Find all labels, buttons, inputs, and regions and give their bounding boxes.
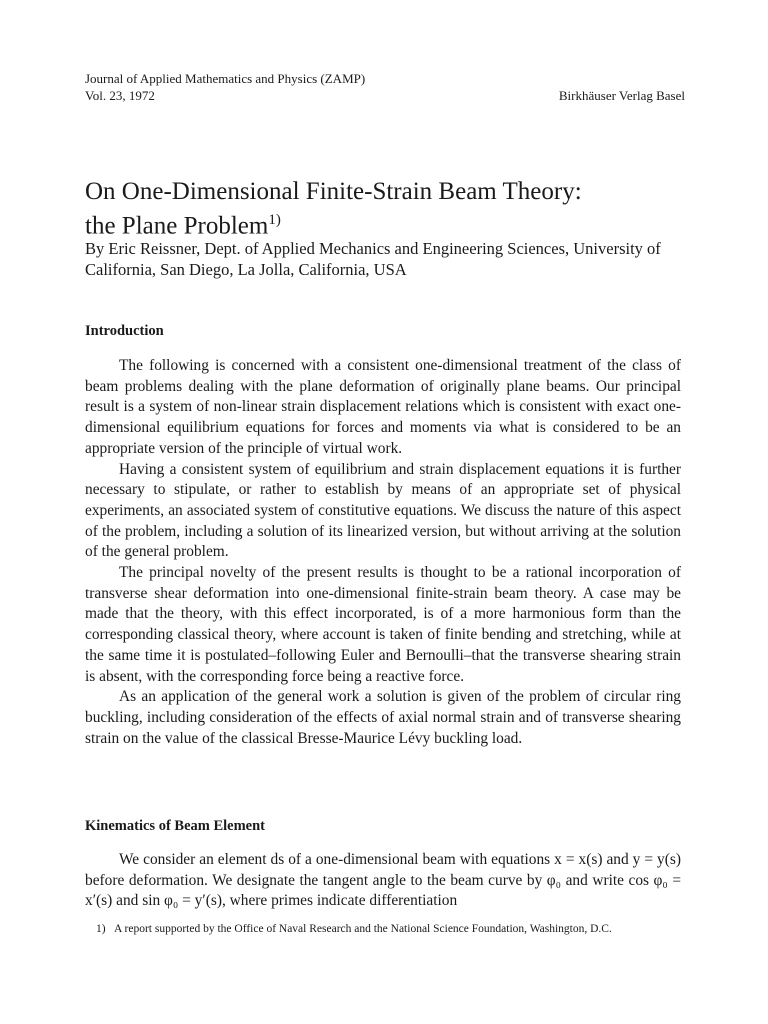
paragraph: We consider an element ds of a one-dimensional beam with equations x = x(s) and y = y(s) before deformation. We designate the tangent angle to the beam curve by φ₀ and write cos φ₀ = x′(s) and sin φ₀ = y′(s), where primes indicate differentiation xyxy=(85,851,681,910)
paragraph: The principal novelty of the present results is thought to be a rational incorporation of transverse shear deformation into one-dimensional finite-strain beam theory. A case may be made that the theory, with this effect incorporated, is of a more harmonious form than the corresponding classical theory, where account is taken of finite bending and stretching, while at the same time it is postulated–following Euler and Bernoulli–that the transverse shearing strain is absent, with the corresponding force being a reactive force. xyxy=(85,564,681,685)
paragraph: As an application of the general work a solution is given of the problem of circular ring buckling, including consideration of the effects of axial normal strain and of transverse shearing strain on the value of the classical Bresse-Maurice Lévy buckling load. xyxy=(85,688,681,747)
running-header xyxy=(85,70,685,104)
article-title xyxy=(85,177,685,240)
publisher: Birkhäuser Verlag Basel xyxy=(558,88,685,103)
paragraph: The following is concerned with a consistent one-dimensional treatment of the class of beam problems dealing with the plane deformation of originally plane beams. Our principal result is a system of non-linear strain displacement relations which is consistent with exact one-dimensional equilibrium equations for forces and moments via what is considered to be an appropriate version of the principle of virtual work. xyxy=(85,357,681,457)
journal-name: Journal of Applied Mathematics and Physics (ZAMP) xyxy=(85,71,366,86)
title-line-1: On One-Dimensional Finite-Strain Beam Theory: xyxy=(85,178,582,205)
paragraph: Having a consistent system of equilibrium and strain displacement equations it is further necessary to stipulate, or rather to establish by means of an appropriate set of physical experiments, an associated system of constitutive equations. We discuss the nature of this aspect of the problem, including a solution of its linearized version, but without arriving at the solution of the general problem. xyxy=(85,460,681,561)
author-byline: By Eric Reissner, Dept. of Applied Mechanics and Engineering Sciences, University of California, San Diego, La Jolla, California, USA xyxy=(85,239,661,279)
footnote xyxy=(96,922,681,937)
kinematics-body xyxy=(85,850,681,912)
footnote-text: A report supported by the Office of Naval Research and the National Science Foundation, Washington, D.C. xyxy=(114,923,612,935)
section-heading-introduction: Introduction xyxy=(85,323,164,339)
title-footnote-mark: 1) xyxy=(268,212,281,228)
footnote-mark: 1) xyxy=(96,923,106,935)
introduction-body xyxy=(85,356,681,749)
section-heading-kinematics: Kinematics of Beam Element xyxy=(85,818,266,834)
title-line-2: the Plane Problem$^{1)}$ xyxy=(85,212,281,240)
journal-volume: Vol. 23, 1972 xyxy=(85,88,155,103)
